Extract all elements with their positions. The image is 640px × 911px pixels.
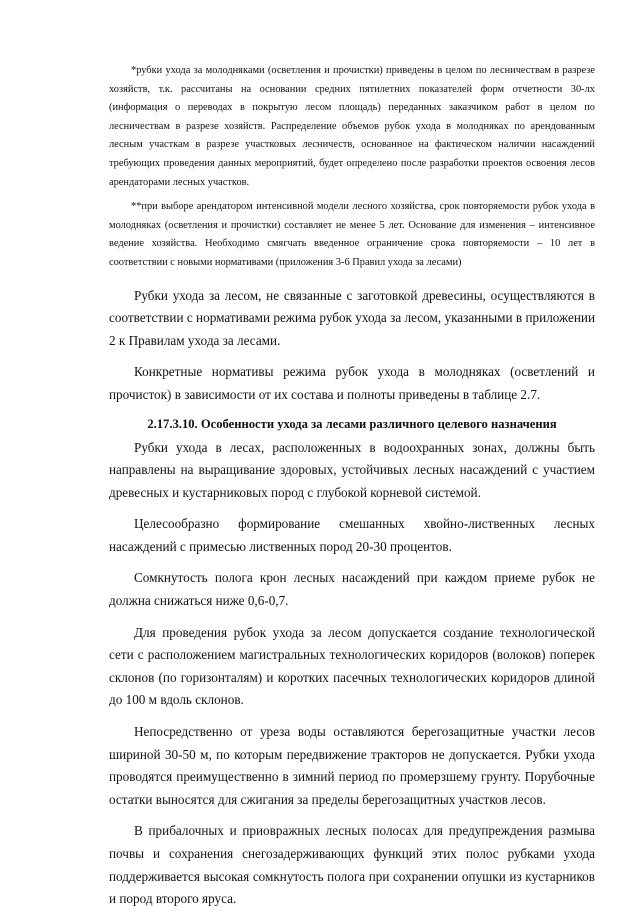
- paragraph-ravine-strips: В прибалочных и приовражных лесных полосах для предупреждения размыва почвы и сохранения снегозадерживающих функций этих полос рубками ухода поддерживается высокая сомкнутость полога при сохранении опушки из кустарников и пород второго яруса.: [109, 823, 595, 907]
- paragraph-shore-protection: Непосредственно от уреза воды оставляются берегозащитные участки лесов шириной 30-50 м, по которым передвижение тракторов не допускается. Рубки ухода проводятся преимущественно в зимний период по промерзшему грунту. Порубочные остатки выносятся для сжигания за пределы берегозащитных участков лесов.: [109, 724, 595, 807]
- paragraph-technological-network: Для проведения рубок ухода за лесом допускается создание технологической сети с расположением магистральных технологических коридоров (волоков) поперек склонов (по горизонталям) и коротких пасечных технологических коридоров длиной до 100 м вдоль склонов.: [109, 624, 595, 708]
- footnote-1: *рубки ухода за молодняками (осветления и прочистки) приведены в целом по лесничествам в разрезе хозяйств, т.к. рассчитаны на основании средних пятилетних показателей форм отчетности 30-лх (информация о переводах в покрытую лесом площадь) переданных заказчиком работ в целом по лесничествам в разрезе хозяйств. Распределение объемов рубок ухода в молодняках по арендованным лесным участкам в разрезе участковых лесничеств, основанное на фактическом наличии насаждений требующих проведения данных мероприятий, будет определено после разработки проектов освоения лесов арендаторами лесных участков.: [109, 65, 595, 188]
- footnotes-block: [109, 62, 595, 273]
- page-content: [109, 62, 595, 911]
- paragraph-water-protection: Рубки ухода в лесах, расположенных в водоохранных зонах, должны быть направлены на выращивание здоровых, устойчивых лесных насаждений с участием древесных и кустарниковых пород с глубокой корневой системой.: [109, 439, 595, 500]
- section-heading: 2.17.3.10. Особенности ухода за лесами различного целевого назначения: [147, 416, 557, 431]
- paragraph-canopy-density: Сомкнутость полога крон лесных насаждений при каждом приеме рубок не должна снижаться ниже 0,6-0,7.: [109, 570, 595, 609]
- paragraph-thinning-norms: Рубки ухода за лесом, не связанные с заготовкой древесины, осуществляются в соответствии с нормативами режима рубок ухода за лесом, указанными в приложении 2 к Правилам ухода за лесами.: [109, 287, 595, 348]
- paragraph-mixed-stands: Целесообразно формирование смешанных хвойно-лиственных лесных насаждений с примесью лиственных пород 20-30 процентов.: [109, 516, 595, 554]
- footnote-2: **при выборе арендатором интенсивной модели лесного хозяйства, срок повторяемости рубок ухода в молодняках (осветления и прочистки) составляет не менее 5 лет. Основание для изменения – интенсивное ведение хозяйства. Необходимо смягчать введенное ограничение срока повторяемости – 10 лет в соответствии с новыми нормативами (приложения 3-6 Правил ухода за лесами): [109, 201, 595, 268]
- paragraph-table-reference: Конкретные нормативы режима рубок ухода в молодняках (осветлений и прочисток) в зависимости от их состава и полноты приведены в таблице 2.7.: [109, 364, 595, 402]
